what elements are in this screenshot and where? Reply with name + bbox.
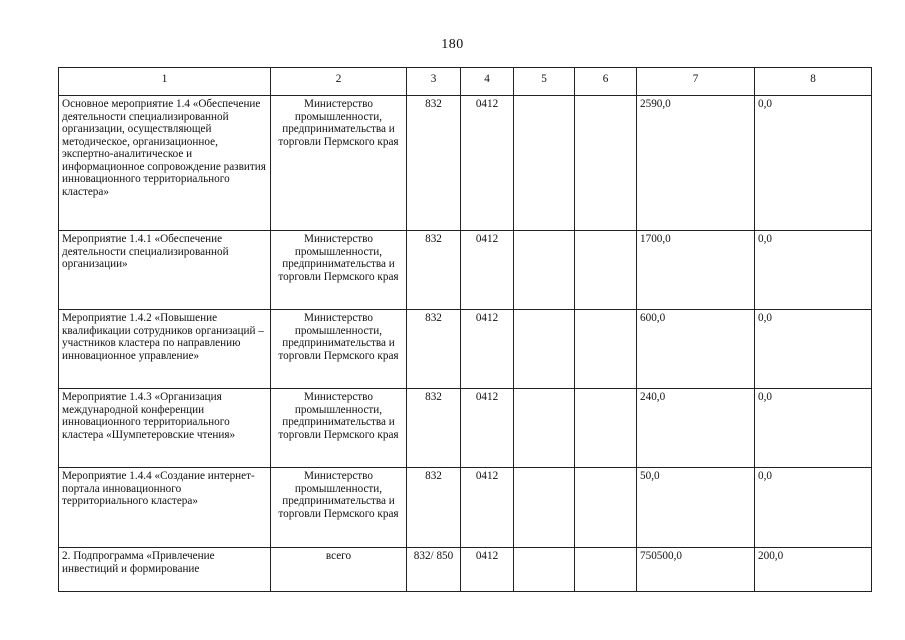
col6-cell bbox=[575, 231, 637, 310]
activity-name: Мероприятие 1.4.1 «Обеспечение деятельности специализированной организации» bbox=[59, 231, 271, 310]
section-code: 0412 bbox=[461, 389, 514, 468]
amount-col7: 600,0 bbox=[637, 310, 755, 389]
grbs-code: 832 bbox=[407, 96, 461, 231]
amount-col8: 200,0 bbox=[755, 548, 872, 592]
grbs-code: 832 bbox=[407, 468, 461, 548]
col5-cell bbox=[514, 231, 575, 310]
activity-name: Мероприятие 1.4.4 «Создание интернет-портала инновационного территориального кластера» bbox=[59, 468, 271, 548]
executor: Министерство промышленности, предпринимательства и торговли Пермского края bbox=[271, 389, 407, 468]
col6-cell bbox=[575, 389, 637, 468]
header-col-2: 2 bbox=[271, 68, 407, 96]
activity-name: Мероприятие 1.4.2 «Повышение квалификации сотрудников организаций – участников кластера по направлению инновационное управление» bbox=[59, 310, 271, 389]
amount-col7: 1700,0 bbox=[637, 231, 755, 310]
table-row bbox=[59, 548, 872, 592]
section-code: 0412 bbox=[461, 468, 514, 548]
amount-col8: 0,0 bbox=[755, 231, 872, 310]
header-row bbox=[59, 68, 872, 96]
executor: всего bbox=[271, 548, 407, 592]
col6-cell bbox=[575, 310, 637, 389]
grbs-code: 832 bbox=[407, 310, 461, 389]
grbs-code: 832 bbox=[407, 389, 461, 468]
table-row bbox=[59, 468, 872, 548]
table-row bbox=[59, 96, 872, 231]
header-col-8: 8 bbox=[755, 68, 872, 96]
table-row bbox=[59, 231, 872, 310]
executor: Министерство промышленности, предпринимательства и торговли Пермского края bbox=[271, 96, 407, 231]
amount-col7: 240,0 bbox=[637, 389, 755, 468]
budget-table bbox=[58, 67, 872, 592]
col5-cell bbox=[514, 548, 575, 592]
col5-cell bbox=[514, 468, 575, 548]
table-row bbox=[59, 310, 872, 389]
col5-cell bbox=[514, 96, 575, 231]
page-number: 180 bbox=[441, 37, 464, 52]
section-code: 0412 bbox=[461, 548, 514, 592]
amount-col7: 2590,0 bbox=[637, 96, 755, 231]
col6-cell bbox=[575, 96, 637, 231]
header-col-4: 4 bbox=[461, 68, 514, 96]
activity-name: Мероприятие 1.4.3 «Организация международной конференции инновационного территориального кластера «Шумпетеровские чтения» bbox=[59, 389, 271, 468]
section-code: 0412 bbox=[461, 231, 514, 310]
executor: Министерство промышленности, предпринимательства и торговли Пермского края bbox=[271, 231, 407, 310]
amount-col8: 0,0 bbox=[755, 389, 872, 468]
table-row bbox=[59, 389, 872, 468]
executor: Министерство промышленности, предпринимательства и торговли Пермского края bbox=[271, 310, 407, 389]
amount-col7: 50,0 bbox=[637, 468, 755, 548]
header-col-5: 5 bbox=[514, 68, 575, 96]
activity-name: 2. Подпрограмма «Привлечение инвестиций и формирование bbox=[59, 548, 271, 592]
section-code: 0412 bbox=[461, 96, 514, 231]
header-col-6: 6 bbox=[575, 68, 637, 96]
col5-cell bbox=[514, 310, 575, 389]
activity-name: Основное мероприятие 1.4 «Обеспечение деятельности специализированной организации, осуществляющей методическое, организационное, экспертно-аналитическое и информационное сопровождение развития инновационного территориального кластера» bbox=[59, 96, 271, 231]
col5-cell bbox=[514, 389, 575, 468]
section-code: 0412 bbox=[461, 310, 514, 389]
header-col-1: 1 bbox=[59, 68, 271, 96]
amount-col8: 0,0 bbox=[755, 468, 872, 548]
executor: Министерство промышленности, предпринимательства и торговли Пермского края bbox=[271, 468, 407, 548]
col6-cell bbox=[575, 548, 637, 592]
grbs-code: 832/ 850 bbox=[407, 548, 461, 592]
header-col-3: 3 bbox=[407, 68, 461, 96]
amount-col8: 0,0 bbox=[755, 310, 872, 389]
col6-cell bbox=[575, 468, 637, 548]
amount-col7: 750500,0 bbox=[637, 548, 755, 592]
grbs-code: 832 bbox=[407, 231, 461, 310]
amount-col8: 0,0 bbox=[755, 96, 872, 231]
header-col-7: 7 bbox=[637, 68, 755, 96]
